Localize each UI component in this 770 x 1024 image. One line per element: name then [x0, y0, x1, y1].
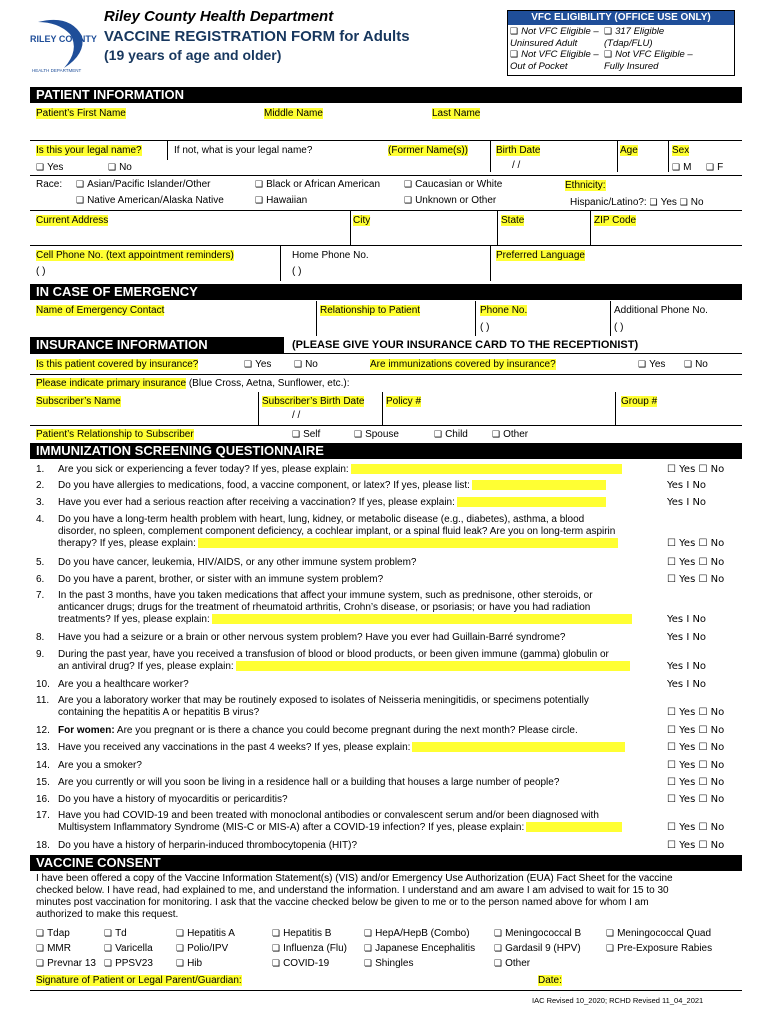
insurance-section-header: INSURANCE INFORMATION: [30, 337, 284, 353]
rel-other-checkbox[interactable]: ❑: [492, 430, 501, 440]
explain-answer-field[interactable]: [351, 464, 623, 474]
vaccine-checkbox[interactable]: ❏: [364, 959, 373, 969]
vaccine-label: Meningococcal Quad: [617, 928, 712, 939]
questionnaire-section-header: IMMUNIZATION SCREENING QUESTIONNAIRE: [30, 443, 742, 459]
consent-text-4: authorized to make this request.: [36, 909, 179, 920]
date-label[interactable]: Date:: [538, 975, 562, 986]
vaccine-checkbox[interactable]: ❏: [364, 929, 373, 939]
emergency-section-header: IN CASE OF EMERGENCY: [30, 284, 742, 300]
emergency-addl-phone-label[interactable]: Additional Phone No.: [614, 305, 708, 316]
imm-yes-label: Yes: [649, 359, 666, 370]
yes-no-answer[interactable]: ☐ Yes ☐ No: [667, 822, 725, 833]
explain-answer-field[interactable]: [457, 497, 606, 507]
sex-label[interactable]: Sex: [672, 145, 690, 156]
question-bold-prefix: For women:: [58, 725, 115, 736]
rel-other-label: Other: [503, 429, 529, 440]
question-text: Are you a smoker?: [58, 760, 142, 771]
vaccine-checkbox[interactable]: ❏: [364, 944, 373, 954]
emergency-addl-phone-paren: ( ): [614, 322, 624, 333]
vaccine-option[interactable]: [36, 958, 96, 969]
hispanic-no-label: No: [690, 197, 704, 208]
vaccine-label: MMR: [47, 943, 71, 954]
vfc-opt4-checkbox[interactable]: ❑: [604, 50, 613, 60]
question-number: 15.: [36, 777, 50, 788]
vaccine-checkbox[interactable]: ❏: [272, 959, 281, 969]
middle-name-label[interactable]: Middle Name: [264, 108, 323, 119]
vaccine-option[interactable]: [606, 943, 712, 954]
vaccine-label: Gardasil 9 (HPV): [505, 943, 581, 954]
question-text: Have you had COVID-19 and been treated with monoclonal antibodies or convalescent serum and/or been diagnosed with Multisystem Inflammatory Syndrome (MIS-C or MIS-A) after a COVID-19 infection? If yes, please explain:: [58, 810, 663, 834]
yes-no-answer[interactable]: ☐ Yes ☐ No: [667, 574, 725, 585]
yes-no-answer[interactable]: ☐ Yes ☐ No: [667, 794, 725, 805]
rel-self-label: Self: [303, 429, 321, 440]
question-text: Have you received any vaccinations in the past 4 weeks? If yes, please explain:: [58, 742, 663, 754]
covered-yes-label: Yes: [255, 359, 272, 370]
vaccine-checkbox[interactable]: ❏: [606, 929, 615, 939]
age-label[interactable]: Age: [620, 145, 638, 156]
logo-sub: HEALTH DEPARTMENT: [32, 68, 82, 73]
sex-m-label: M: [683, 162, 692, 173]
yes-no-answer[interactable]: Yes I No: [667, 661, 707, 672]
question-text: Do you have a history of myocarditis or pericarditis?: [58, 794, 288, 805]
race4-label: Native American/Alaska Native: [87, 195, 224, 206]
relationship-subscriber-label: Patient’s Relationship to Subscriber: [36, 429, 194, 440]
sex-f-label: F: [717, 162, 724, 173]
logo-text: RILEY COUNTY: [30, 34, 97, 44]
insurance-note: (PLEASE GIVE YOUR INSURANCE CARD TO THE RECEPTIONIST): [292, 339, 639, 351]
vaccine-label: Meningococcal B: [505, 928, 582, 939]
hispanic-yes-checkbox[interactable]: ❑: [649, 198, 658, 208]
consent-text-3: minutes post vaccination for monitoring. I ask that the vaccine checked below be given to me or to the person named above for whom I am: [36, 897, 649, 908]
vaccine-option[interactable]: [272, 943, 347, 954]
rel-spouse-label: Spouse: [365, 429, 399, 440]
vfc-title: VFC ELIGIBILITY (OFFICE USE ONLY): [508, 11, 734, 25]
explain-answer-field[interactable]: [412, 742, 625, 752]
rel-self-checkbox[interactable]: ❑: [292, 430, 301, 440]
question-number: 16.: [36, 794, 50, 805]
policy-label[interactable]: Policy #: [386, 396, 422, 407]
vaccine-option[interactable]: [364, 943, 475, 954]
imm-no-label: No: [695, 359, 708, 370]
yes-no-answer[interactable]: ☐ Yes ☐ No: [667, 464, 725, 475]
vaccine-label: Influenza (Flu): [283, 943, 347, 954]
vaccine-label: Polio/IPV: [187, 943, 229, 954]
covered-no-label: No: [305, 359, 318, 370]
footer-revision: IAC Revised 10_2020; RCHD Revised 11_04_2021: [532, 996, 704, 1005]
yes-no-answer[interactable]: ☐ Yes ☐ No: [667, 742, 725, 753]
vaccine-option[interactable]: [36, 943, 71, 954]
vaccine-checkbox[interactable]: ❏: [494, 929, 503, 939]
vaccine-label: Varicella: [115, 943, 153, 954]
address-label[interactable]: Current Address: [36, 215, 109, 226]
question-number: 5.: [36, 557, 45, 568]
vaccine-option[interactable]: [494, 958, 530, 969]
vaccine-label: Japanese Encephalitis: [375, 943, 476, 954]
vfc-opt4b: Fully Insured: [604, 61, 659, 72]
vaccine-label: Shingles: [375, 958, 414, 969]
vaccine-option[interactable]: [364, 958, 413, 969]
question-number: 4.: [36, 514, 45, 525]
vfc-opt2-checkbox[interactable]: ❑: [604, 27, 613, 37]
org-name: Riley County Health Department: [104, 8, 334, 25]
question-text: Are you sick or experiencing a fever today? If yes, please explain:: [58, 464, 663, 476]
vaccine-label: Hepatitis B: [283, 928, 332, 939]
question-number: 2.: [36, 480, 45, 491]
language-label[interactable]: Preferred Language: [496, 250, 585, 261]
vaccine-option[interactable]: [364, 928, 470, 939]
race2-label: Black or African American: [266, 179, 381, 190]
explain-answer-field[interactable]: [526, 822, 621, 832]
question-text: Do you have a parent, brother, or sister with an immune system problem?: [58, 574, 384, 585]
question-number: 1.: [36, 464, 45, 475]
question-number: 14.: [36, 760, 50, 771]
vaccine-label: Prevnar 13: [47, 958, 96, 969]
vaccine-label: Hib: [187, 958, 203, 969]
vaccine-checkbox[interactable]: ❏: [176, 959, 185, 969]
vaccine-option[interactable]: [104, 928, 127, 939]
vfc-opt1-checkbox[interactable]: ❑: [510, 27, 519, 37]
consent-text-2: checked below. I have read, had explained to me, and understand the information. I understand and am aware I am advised to wait for 15 to 30: [36, 885, 669, 896]
first-name-label[interactable]: Patient’s First Name: [36, 108, 126, 119]
question-text: Are you a laboratory worker that may be routinely exposed to isolates of Neisseria meningitidis, or specimens potentially containing the hepatitis A or hepatitis B virus?: [58, 695, 589, 718]
yes-no-answer[interactable]: ☐ Yes ☐ No: [667, 707, 725, 718]
imm-yes-checkbox[interactable]: ❑: [638, 360, 647, 370]
yes-no-answer[interactable]: Yes I No: [667, 632, 707, 643]
hispanic-label: Hispanic/Latino?:: [570, 197, 647, 208]
question-text: Have you had a seizure or a brain or other nervous system problem? Have you ever had Guillain-Barré syndrome?: [58, 632, 566, 643]
question-text: Are you currently or will you soon be living in a residence hall or a building that houses a large number of people?: [58, 777, 560, 788]
vfc-opt2a: 317 Eligible: [615, 26, 665, 37]
yes-no-answer[interactable]: ☐ Yes ☐ No: [667, 760, 725, 771]
vaccine-option[interactable]: [494, 928, 581, 939]
vaccine-checkbox[interactable]: ❏: [36, 959, 45, 969]
primary-insurance-label: Please indicate primary insurance: [36, 378, 187, 389]
race3-checkbox[interactable]: ❑: [404, 180, 413, 190]
state-label[interactable]: State: [501, 215, 525, 226]
primary-insurance-example: (Blue Cross, Aetna, Sunflower, etc.):: [186, 378, 350, 389]
explain-answer-field[interactable]: [472, 480, 607, 490]
logo: [30, 14, 97, 74]
legal-no-label: No: [119, 162, 132, 173]
question-number: 17.: [36, 810, 50, 821]
sex-m-checkbox[interactable]: ❑: [672, 163, 681, 173]
vaccine-checkbox[interactable]: ❏: [272, 929, 281, 939]
vaccine-checkbox[interactable]: ❏: [104, 929, 113, 939]
imm-covered-question: Are immunizations covered by insurance?: [370, 359, 556, 370]
question-number: 6.: [36, 574, 45, 585]
legal-no-checkbox[interactable]: ❑: [108, 163, 117, 173]
yes-no-answer[interactable]: ☐ Yes ☐ No: [667, 777, 725, 788]
legal-yes-label: Yes: [47, 162, 64, 173]
vfc-opt4a: Not VFC Eligible –: [615, 49, 693, 60]
question-number: 13.: [36, 742, 50, 753]
question-text: Do you have a long-term health problem with heart, lung, kidney, or metabolic disease (e.g., diabetes), asthma, a blood disorder, no spleen, complement component deficiency, a cochlear implant, or a spinal fluid leak? Are you on long-term aspirin therapy? If yes, please explain:: [58, 514, 663, 550]
race2-checkbox[interactable]: ❑: [255, 180, 264, 190]
consent-text-1: I have been offered a copy of the Vaccine Information Statement(s) (VIS) and/or Emergency Use Authorization (EUA) Fact Sheet for the vaccine: [36, 873, 673, 884]
birth-date-label[interactable]: Birth Date: [496, 145, 541, 156]
vfc-opt3a: Not VFC Eligible –: [521, 49, 599, 60]
race6-label: Unknown or Other: [415, 195, 497, 206]
vaccine-label: Other: [505, 958, 531, 969]
cell-phone-label[interactable]: Cell Phone No. (text appointment reminders): [36, 250, 234, 261]
vaccine-checkbox[interactable]: ❏: [104, 959, 113, 969]
race5-checkbox[interactable]: ❑: [255, 196, 264, 206]
vaccine-option[interactable]: [606, 928, 711, 939]
vfc-box: [507, 10, 735, 76]
vaccine-checkbox[interactable]: ❏: [494, 944, 503, 954]
vaccine-option[interactable]: [36, 928, 70, 939]
signature-label[interactable]: Signature of Patient or Legal Parent/Guardian:: [36, 975, 242, 986]
logo-mark: [30, 14, 97, 74]
vfc-opt1a: Not VFC Eligible –: [521, 26, 599, 37]
vaccine-label: Tdap: [47, 928, 70, 939]
question-text: Do you have a history of herparin-induced thrombocytopenia (HIT)?: [58, 840, 358, 851]
race4-checkbox[interactable]: ❑: [76, 196, 85, 206]
race1-label: Asian/Pacific Islander/Other: [87, 179, 211, 190]
last-name-label[interactable]: Last Name: [432, 108, 481, 119]
sex-f-checkbox[interactable]: ❑: [706, 163, 715, 173]
vaccine-option[interactable]: [176, 958, 202, 969]
question-number: 10.: [36, 679, 50, 690]
birth-date-slashes: / /: [512, 160, 521, 171]
legal-name-if-not: If not, what is your legal name?: [174, 145, 313, 156]
emergency-phone-label[interactable]: Phone No.: [480, 305, 528, 316]
covered-no-checkbox[interactable]: ❑: [294, 360, 303, 370]
vfc-opt3b: Out of Pocket: [510, 61, 568, 72]
question-number: 12.: [36, 725, 50, 736]
race3-label: Caucasian or White: [415, 179, 503, 190]
vaccine-checkbox[interactable]: ❏: [494, 959, 503, 969]
yes-no-answer[interactable]: ☐ Yes ☐ No: [667, 725, 725, 736]
hispanic-yes-label: Yes: [660, 197, 677, 208]
rel-child-label: Child: [445, 429, 468, 440]
question-number: 8.: [36, 632, 45, 643]
vaccine-option[interactable]: [494, 943, 581, 954]
vaccine-option[interactable]: [104, 943, 153, 954]
form-subtitle: (19 years of age and older): [104, 47, 282, 63]
vaccine-checkbox[interactable]: ❏: [36, 929, 45, 939]
vaccine-label: PPSV23: [115, 958, 153, 969]
yes-no-answer[interactable]: Yes I No: [667, 497, 707, 508]
subscriber-name-label[interactable]: Subscriber’s Name: [36, 396, 121, 407]
consent-section-header: VACCINE CONSENT: [30, 855, 742, 871]
race1-checkbox[interactable]: ❑: [76, 180, 85, 190]
question-number: 9.: [36, 649, 45, 660]
insurance-covered-question: Is this patient covered by insurance?: [36, 359, 199, 370]
vaccine-label: HepA/HepB (Combo): [375, 928, 470, 939]
vaccine-label: Pre-Exposure Rabies: [617, 943, 713, 954]
hispanic-no-checkbox[interactable]: ❑: [679, 198, 688, 208]
rel-child-checkbox[interactable]: ❑: [434, 430, 443, 440]
cell-phone-paren: ( ): [36, 266, 46, 277]
race6-checkbox[interactable]: ❑: [404, 196, 413, 206]
question-text: Are you a healthcare worker?: [58, 679, 189, 690]
vaccine-checkbox[interactable]: ❏: [36, 944, 45, 954]
yes-no-answer[interactable]: Yes I No: [667, 480, 707, 491]
emergency-relationship-label[interactable]: Relationship to Patient: [320, 305, 421, 316]
yes-no-answer[interactable]: Yes I No: [667, 614, 707, 625]
vaccine-checkbox[interactable]: ❏: [176, 929, 185, 939]
rel-spouse-checkbox[interactable]: ❑: [354, 430, 363, 440]
vaccine-option[interactable]: [104, 958, 153, 969]
question-number: 7.: [36, 590, 45, 601]
emergency-phone-paren: ( ): [480, 322, 490, 333]
question-text: Do you have allergies to medications, food, a vaccine component, or latex? If yes, please list:: [58, 480, 663, 492]
subscriber-birth-slashes: / /: [292, 410, 301, 421]
question-text: Have you ever had a serious reaction after receiving a vaccination? If yes, please explain:: [58, 497, 663, 509]
zip-label[interactable]: ZIP Code: [594, 215, 637, 226]
city-label[interactable]: City: [353, 215, 371, 226]
emergency-contact-label[interactable]: Name of Emergency Contact: [36, 305, 165, 316]
home-phone-paren: ( ): [292, 266, 302, 277]
explain-answer-field[interactable]: [212, 614, 632, 624]
legal-yes-checkbox[interactable]: ❑: [36, 163, 45, 173]
former-name-label[interactable]: (Former Name(s)): [388, 145, 468, 156]
form-title: VACCINE REGISTRATION FORM for Adults: [104, 28, 410, 45]
question-text: During the past year, have you received a transfusion of blood or blood products, or been given immune (gamma) globulin or an antiviral drug? If yes, please explain:: [58, 649, 663, 673]
vaccine-option[interactable]: [176, 943, 228, 954]
vaccine-checkbox[interactable]: ❏: [176, 944, 185, 954]
question-number: 18.: [36, 840, 50, 851]
vaccine-option[interactable]: [272, 958, 329, 969]
vaccine-option[interactable]: [176, 928, 235, 939]
ethnicity-label: Ethnicity:: [565, 180, 606, 191]
patient-section-header: PATIENT INFORMATION: [30, 87, 742, 103]
vfc-opt2b: (Tdap/FLU): [604, 38, 653, 49]
vaccine-label: Td: [115, 928, 127, 939]
question-text: For women: Are you pregnant or is there a chance you could become pregnant during the next month? Please circle.: [58, 725, 578, 736]
race5-label: Hawaiian: [266, 195, 308, 206]
yes-no-answer[interactable]: Yes I No: [667, 679, 707, 690]
imm-no-checkbox[interactable]: ❑: [684, 360, 693, 370]
vaccine-label: Hepatitis A: [187, 928, 235, 939]
yes-no-answer[interactable]: ☐ Yes ☐ No: [667, 538, 725, 549]
vaccine-checkbox[interactable]: ❏: [606, 944, 615, 954]
yes-no-answer[interactable]: ☐ Yes ☐ No: [667, 840, 725, 851]
covered-yes-checkbox[interactable]: ❑: [244, 360, 253, 370]
vaccine-checkbox[interactable]: ❏: [272, 944, 281, 954]
vaccine-checkbox[interactable]: ❏: [104, 944, 113, 954]
vfc-opt3-checkbox[interactable]: ❑: [510, 50, 519, 60]
home-phone-label[interactable]: Home Phone No.: [292, 250, 369, 261]
group-label[interactable]: Group #: [621, 396, 658, 407]
yes-no-answer[interactable]: ☐ Yes ☐ No: [667, 557, 725, 568]
legal-name-question: Is this your legal name?: [36, 145, 142, 156]
vfc-opt1b: Uninsured Adult: [510, 38, 578, 49]
question-number: 11.: [36, 695, 50, 706]
question-text: In the past 3 months, have you taken medications that affect your immune system, such as prednisone, other steroids, or anticancer drugs; drugs for the treatment of rheumatoid arthritis, Crohn’s disease, or psoriasis; or have you had radiation treatments? If yes, please explain:: [58, 590, 663, 626]
vaccine-label: COVID-19: [283, 958, 330, 969]
subscriber-birth-label[interactable]: Subscriber’s Birth Date: [262, 396, 365, 407]
race-label: Race:: [36, 179, 63, 190]
question-number: 3.: [36, 497, 45, 508]
explain-answer-field[interactable]: [198, 538, 618, 548]
vaccine-option[interactable]: [272, 928, 331, 939]
explain-answer-field[interactable]: [236, 661, 630, 671]
question-text: Do you have cancer, leukemia, HIV/AIDS, or any other immune system problem?: [58, 557, 417, 568]
